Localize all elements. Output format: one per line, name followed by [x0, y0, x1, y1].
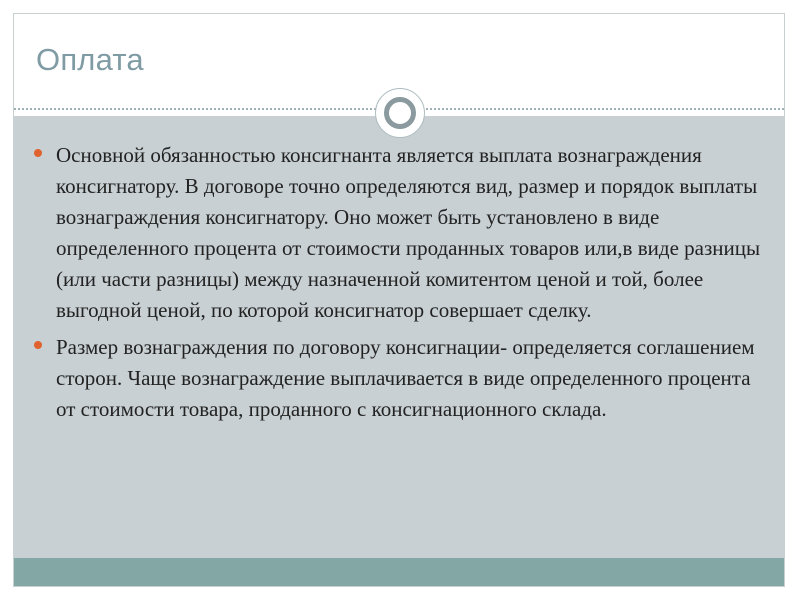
- bullet-dot-icon: [34, 341, 42, 349]
- ring-inner: [384, 97, 416, 129]
- bullet-item: [34, 140, 774, 326]
- bullet-text: Размер вознаграждения по договору консигнации- определяется соглашением сторон. Чаще вознаграждение выплачивается в виде определенного процента от стоимости товара, проданного с консигнационного склада.: [56, 335, 755, 421]
- bullet-list: [34, 140, 774, 431]
- bullet-dot-icon: [34, 149, 42, 157]
- bullet-text: Основной обязанностью консигнанта является выплата вознаграждения консигнатору. В договоре точно определяются вид, размер и порядок выплаты вознаграждения консигнатору. Оно может быть установлено в виде определенного процента от стоимости проданных товаров или,в виде разницы (или части разницы) между назначенной комитентом ценой и той, более выгодной ценой, по которой консигнатор совершает сделку.: [56, 143, 761, 322]
- ring-icon: [375, 88, 425, 138]
- bullet-item: [34, 332, 774, 425]
- footer-bar: [14, 558, 784, 586]
- slide-title: Оплата: [36, 42, 144, 77]
